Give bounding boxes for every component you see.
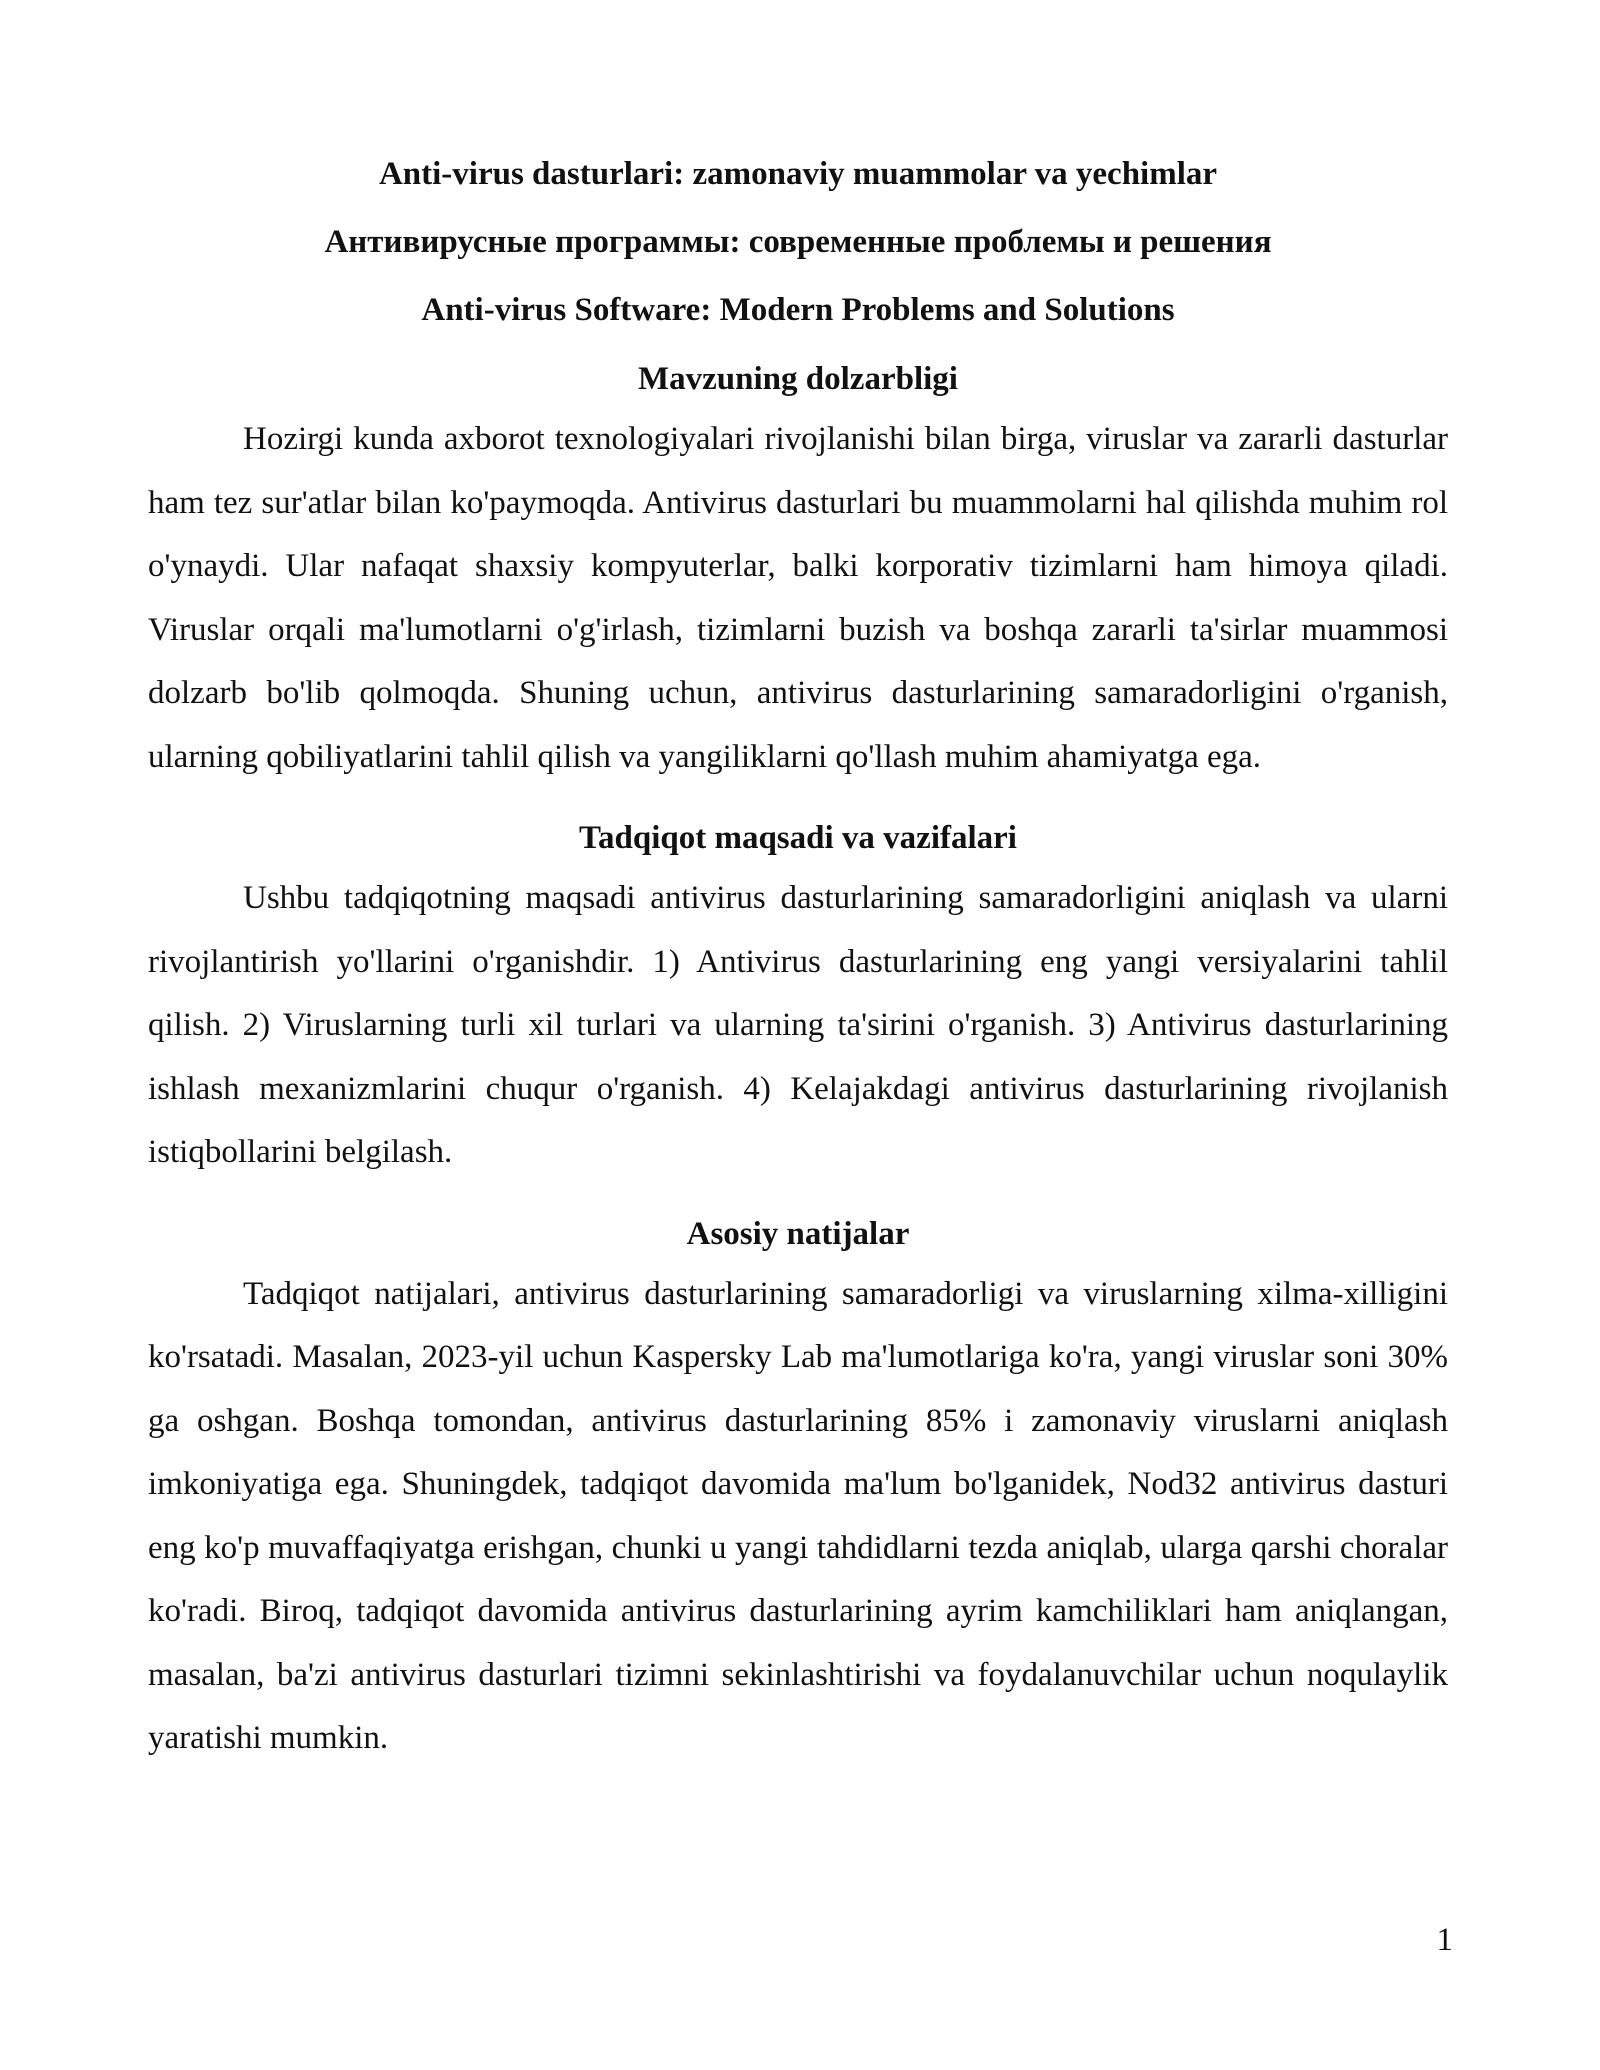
section-paragraph-relevance: Hozirgi kunda axborot texnologiyalari rivojlanishi bilan birga, viruslar va zararli dasturlar ham tez sur'atlar bilan ko'paymoqda. Antivirus dasturlari bu muammolarni hal qilishda muhim rol o'ynaydi. Ular nafaqat shaxsiy kompyuterlar, balki korporativ tizimlarni ham himoya qiladi. Viruslar orqali ma'lumotlarni o'g'irlash, tizimlarni buzish va boshqa zararli ta'sirlar muammosi dolzarb bo'lib qolmoqda. Shuning uchun, antivirus dasturlarining samaradorligini o'rganish, ularning qobiliyatlarini tahlil qilish va yangiliklarni qo'llash muhim ahamiyatga ega. — [148, 421, 1448, 775]
title-russian: Антивирусные программы: современные проблемы и решения — [324, 224, 1272, 260]
section-heading-goals: Tadqiqot maqsadi va vazifalari — [579, 820, 1017, 856]
section-heading-results: Asosiy natijalar — [686, 1215, 910, 1252]
title-uzbek: Anti-virus dasturlari: zamonaviy muammolar va yechimlar — [378, 156, 1218, 192]
section-paragraph-results: Tadqiqot natijalari, antivirus dasturlarining samaradorligi va viruslarning xilma-xilligini ko'rsatadi. Masalan, 2023-yil uchun Kaspersky Lab ma'lumotlariga ko'ra, yangi viruslar soni 30% ga oshgan. Boshqa tomondan, antivirus dasturlarining 85% i zamonaviy viruslarni aniqlash imkoniyatiga ega. Shuningdek, tadqiqot davomida ma'lum bo'lganidek, Nod32 antivirus dasturi eng ko'p muvaffaqiyatga erishgan, chunki u yangi tahdidlarni tezda aniqlab, ularga qarshi choralar ko'radi. Biroq, tadqiqot davomida antivirus dasturlarining ayrim kamchiliklari ham aniqlangan, masalan, ba'zi antivirus dasturlari tizimni sekinlashtirishi va foydalanuvchilar uchun noqulaylik yaratishi mumkin. — [148, 1275, 1448, 1756]
section-paragraph-goals: Ushbu tadqiqotning maqsadi antivirus dasturlarining samaradorligini aniqlash va ularni rivojlantirish yo'llarini o'rganishdir. 1) Antivirus dasturlarining eng yangi versiyalarini tahlil qilish. 2) Viruslarning turli xil turlari va ularning ta'sirini o'rganish. 3) Antivirus dasturlarining ishlash mexanizmlarini chuqur o'rganish. 4) Kelajakdagi antivirus dasturlarining rivojlanish istiqbollarini belgilash. — [148, 880, 1448, 1170]
section-heading-relevance: Mavzuning dolzarbligi — [638, 361, 958, 397]
document-page — [148, 140, 1448, 1771]
page-number: 1 — [1436, 1922, 1453, 1958]
title-english: Anti-virus Software: Modern Problems and Solutions — [421, 292, 1175, 328]
